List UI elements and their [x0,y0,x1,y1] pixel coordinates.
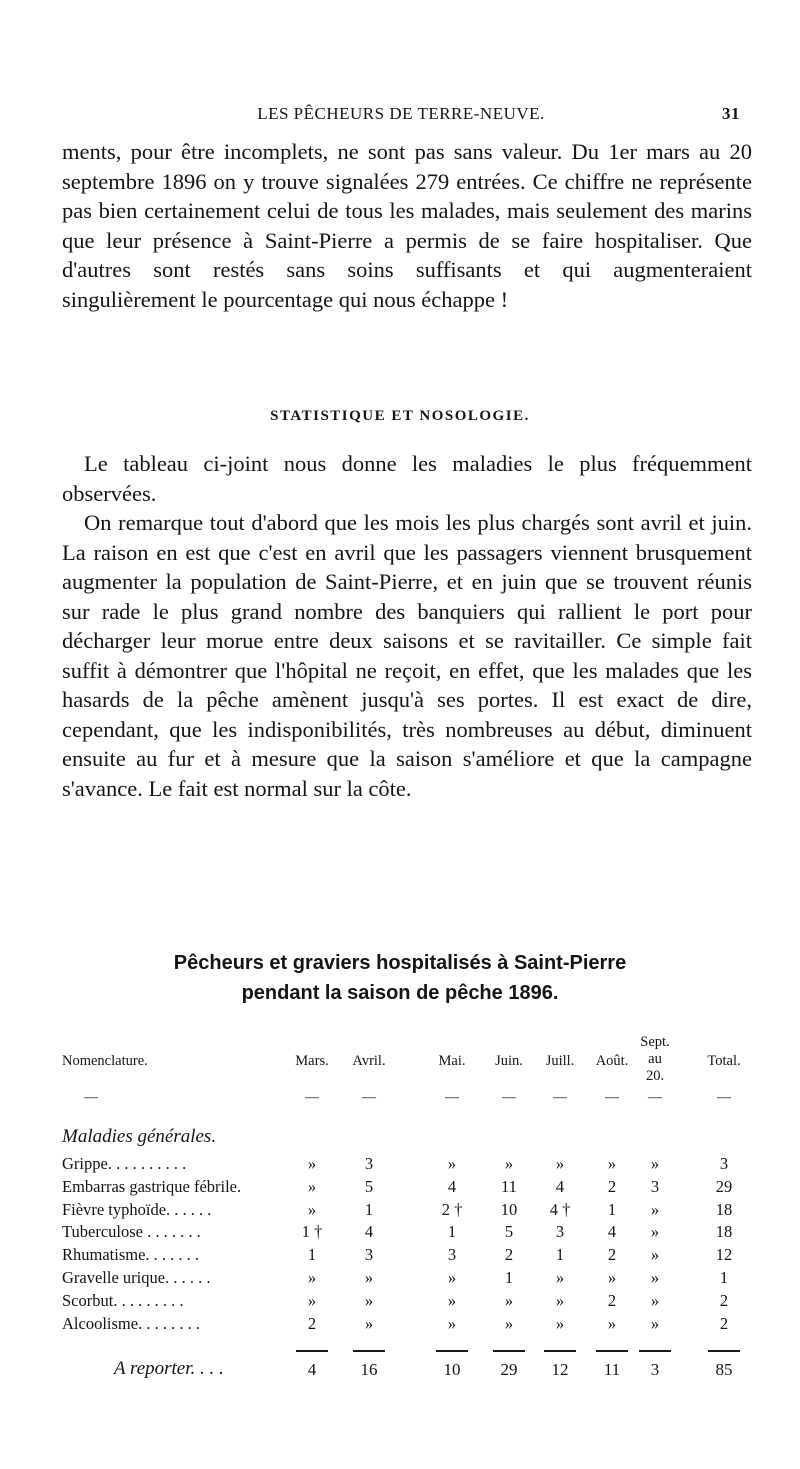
cell-avril: » [364,1268,374,1287]
row-label: Alcoolisme. . . . . . . . [62,1313,200,1333]
cell-total: 12 [715,1245,733,1265]
cell-aout: » [607,1268,617,1287]
cell-juill: » [555,1290,565,1310]
page-number: 31 [722,104,740,123]
sum-rule [544,1350,576,1352]
header-dash: — [84,1090,98,1105]
table-title-line2: pendant la saison de pêche 1896. [241,982,559,1004]
cell-total: 3 [719,1154,729,1173]
cell-juin: 5 [504,1222,514,1242]
col-header-mars: Mars. [295,1053,329,1069]
cell-aout: » [607,1313,617,1333]
header-dash: — [305,1090,319,1105]
cell-juin: 11 [501,1176,517,1196]
col-header-aout: Août. [595,1053,629,1069]
header-dash: — [553,1090,567,1105]
paragraph-analysis: On remarque tout d'abord que les mois les plus chargés sont avril et juin. La raison en est que c'est en avril que les passagers viennent brusquement augmenter la population de Saint-Pierre, et en juin que se trouvent réunis sur rade le plus grand nombre des banquiers qui rallient le port pour décharger leur morue entre deux saisons et se ravitailler. Ce simple fait suffit à démontrer que l'hôpital ne reçoit, en effet, que les malades que les hasards de la pêche amènent jusqu'à ses portes. Il est exact de dire, cependant, que les indisponibilités, très nombreuses au début, diminuent ensuite au fur et à mesure que la saison s'améliore et que la campagne s'avance. Le fait est normal sur la côte. [62,510,752,801]
cell-sept: » [650,1245,660,1265]
section-title: STATISTIQUE ET NOSOLOGIE. [270,408,530,424]
sum-rule [596,1350,628,1352]
cell-total: 2 [719,1313,729,1333]
cell-total: 18 [715,1199,733,1219]
header-dash: — [605,1090,619,1105]
cell-juin: » [504,1313,514,1333]
report-juill: 12 [551,1360,569,1379]
cell-aout: 1 [607,1199,617,1219]
cell-avril: 5 [364,1176,374,1196]
cell-mai: » [447,1313,457,1333]
cell-mars: 1 † [301,1222,323,1242]
sum-rule [708,1350,740,1352]
sum-rule [436,1350,468,1352]
cell-juill: 3 [555,1222,565,1242]
cell-avril: 4 [364,1222,374,1242]
header-dash: — [648,1090,662,1105]
header-dash: — [502,1090,516,1105]
cell-sept: » [650,1313,660,1333]
col-header-mai: Mai. [438,1053,466,1069]
header-dash: — [717,1090,731,1105]
row-label: Rhumatisme. . . . . . . [62,1245,200,1265]
table-title-line1: Pêcheurs et graviers hospitalisés à Saint-Pierre [173,952,627,974]
report-total: 85 [715,1360,733,1379]
cell-mai: » [447,1268,457,1287]
cell-avril: 3 [364,1154,374,1173]
row-label: Grippe. . . . . . . . . . [62,1154,187,1173]
row-label: Embarras gastrique fébrile. [62,1176,242,1196]
row-label: Fièvre typhoïde. . . . . . [62,1199,212,1219]
cell-mai: 4 [447,1176,457,1196]
row-label: Scorbut. . . . . . . . . [62,1290,184,1310]
col-header-sept-line3: 20. [645,1068,665,1084]
row-label: Tuberculose . . . . . . . [62,1222,201,1242]
cell-total: 29 [715,1176,733,1196]
cell-aout: 2 [607,1176,617,1196]
cell-aout: » [607,1154,617,1173]
cell-total: 2 [719,1290,729,1310]
col-header-sept-line2: au [648,1051,662,1067]
report-mai: 10 [443,1360,461,1379]
cell-mars: » [307,1154,317,1173]
col-header-total: Total. [707,1053,741,1069]
cell-mai: 1 [447,1222,457,1242]
cell-juin: » [504,1290,514,1310]
running-head [62,104,740,134]
col-header-sept-line1: Sept. [640,1034,670,1050]
header-dash: — [362,1090,376,1105]
cell-juill: » [555,1268,565,1287]
cell-mai: » [447,1154,457,1173]
paragraph-table-intro: Le tableau ci-joint nous donne les maladies le plus fréquemment observées. [62,451,752,506]
report-juin: 29 [500,1360,518,1379]
report-mars: 4 [307,1360,317,1379]
sum-rule [493,1350,525,1352]
cell-aout: 2 [607,1245,617,1265]
cell-sept: » [650,1199,660,1219]
cell-sept: » [650,1222,660,1242]
cell-mai: » [447,1290,457,1310]
cell-juin: » [504,1154,514,1173]
row-label: Gravelle urique. . . . . . [62,1268,211,1287]
cell-sept: » [650,1290,660,1310]
sum-rule [639,1350,671,1352]
report-avril: 16 [360,1360,378,1379]
cell-juill: » [555,1313,565,1333]
cell-mars: 1 [307,1245,317,1265]
cell-mars: » [307,1268,317,1287]
cell-juill: 4 † [549,1199,571,1219]
cell-sept: » [650,1268,660,1287]
cell-juill: 4 [555,1176,565,1196]
running-title: LES PÊCHEURS DE TERRE-NEUVE. [257,104,545,123]
report-label: A reporter. . . . [114,1358,224,1379]
report-sept: 3 [650,1360,660,1379]
report-aout: 11 [603,1360,621,1379]
cell-mars: » [307,1290,317,1310]
col-header-avril: Avril. [352,1053,386,1069]
cell-avril: 1 [364,1199,374,1219]
cell-avril: 3 [364,1245,374,1265]
cell-mars: » [307,1176,317,1196]
cell-total: 18 [715,1222,733,1242]
sum-rule [296,1350,328,1352]
cell-sept: 3 [650,1176,660,1196]
cell-avril: » [364,1290,374,1310]
col-header-nomenclature: Nomenclature. [62,1053,148,1069]
cell-aout: 2 [607,1290,617,1310]
header-dash: — [445,1090,459,1105]
cell-mai: 2 † [441,1199,463,1219]
cell-mai: 3 [447,1245,457,1265]
cell-aout: 4 [607,1222,617,1242]
cell-mars: 2 [307,1313,317,1333]
paragraph-intro: ments, pour être incomplets, ne sont pas sans valeur. Du 1er mars au 20 septembre 1896 on y trouve signalées 279 entrées. Ce chiffre ne représente pas bien certainement celui de tous les malades, mais seulement des marins que leur présence à Saint-Pierre a permis de se faire hospitaliser. Que d'autres sont restés sans soins suffisants et qui augmenteraient singulièrement le pourcentage qui nous échappe ! [62,139,752,312]
cell-juill: » [555,1154,565,1173]
cell-juin: 2 [504,1245,514,1265]
cell-juin: 10 [500,1199,518,1219]
cell-avril: » [364,1313,374,1333]
cell-sept: » [650,1154,660,1173]
cell-total: 1 [719,1268,729,1287]
cell-juill: 1 [555,1245,565,1265]
col-header-sept [627,1034,683,1085]
sum-rule [353,1350,385,1352]
cell-mars: » [307,1199,317,1219]
cell-juin: 1 [504,1268,514,1287]
col-header-juin: Juin. [495,1053,523,1069]
col-header-juill: Juill. [545,1053,575,1069]
category-label: Maladies générales. [62,1126,217,1147]
table-title [0,948,800,1008]
